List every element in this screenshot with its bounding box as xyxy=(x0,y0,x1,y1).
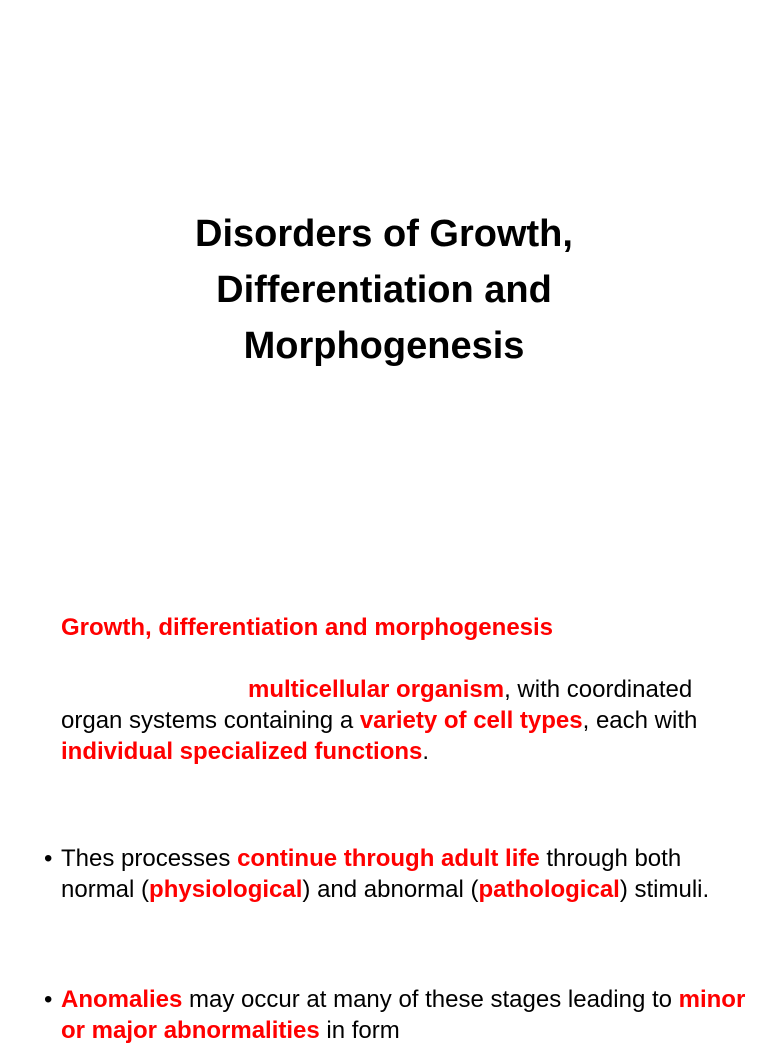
bullet-marker: • xyxy=(44,845,53,872)
para-text-2: , each with xyxy=(582,707,698,734)
emphasis-pathological: pathological xyxy=(478,876,620,903)
intro-paragraph xyxy=(61,674,741,767)
bullet1-text-1: Thes processes xyxy=(61,845,238,872)
para-text-1: , with coordinated organ systems containing a xyxy=(61,676,693,734)
bullet2-text-1: may occur at many of these stages leading to xyxy=(182,986,679,1013)
bullet-item-processes xyxy=(44,843,761,905)
emphasis-variety: variety of cell types xyxy=(359,707,583,734)
emphasis-anomalies: Anomalies xyxy=(61,986,183,1013)
emphasis-functions: individual specialized functions xyxy=(61,738,423,765)
para-text-3: . xyxy=(422,738,430,765)
slide-heading: Growth, differentiation and morphogenesis xyxy=(61,614,554,641)
title-line-1: Disorders of Growth, xyxy=(195,213,573,255)
emphasis-abnormalities: minor or major abnormalities xyxy=(61,986,746,1044)
bullet2-text-2: in form xyxy=(319,1017,400,1044)
slide-title xyxy=(60,206,708,374)
emphasis-adult-life: continue through adult life xyxy=(237,845,540,872)
title-line-2: Differentiation and xyxy=(216,269,552,311)
bullet1-text-4: ) stimuli. xyxy=(619,876,710,903)
content-slide xyxy=(0,576,768,1044)
emphasis-physiological: physiological xyxy=(149,876,303,903)
emphasis-multicellular: multicellular organism xyxy=(248,676,505,703)
bullet-marker: • xyxy=(44,986,53,1013)
bullet1-text-3: ) and abnormal ( xyxy=(302,876,479,903)
bullet1-text-2: through both normal ( xyxy=(61,845,682,903)
bullet-item-anomalies xyxy=(44,984,761,1046)
title-line-3: Morphogenesis xyxy=(243,325,525,367)
